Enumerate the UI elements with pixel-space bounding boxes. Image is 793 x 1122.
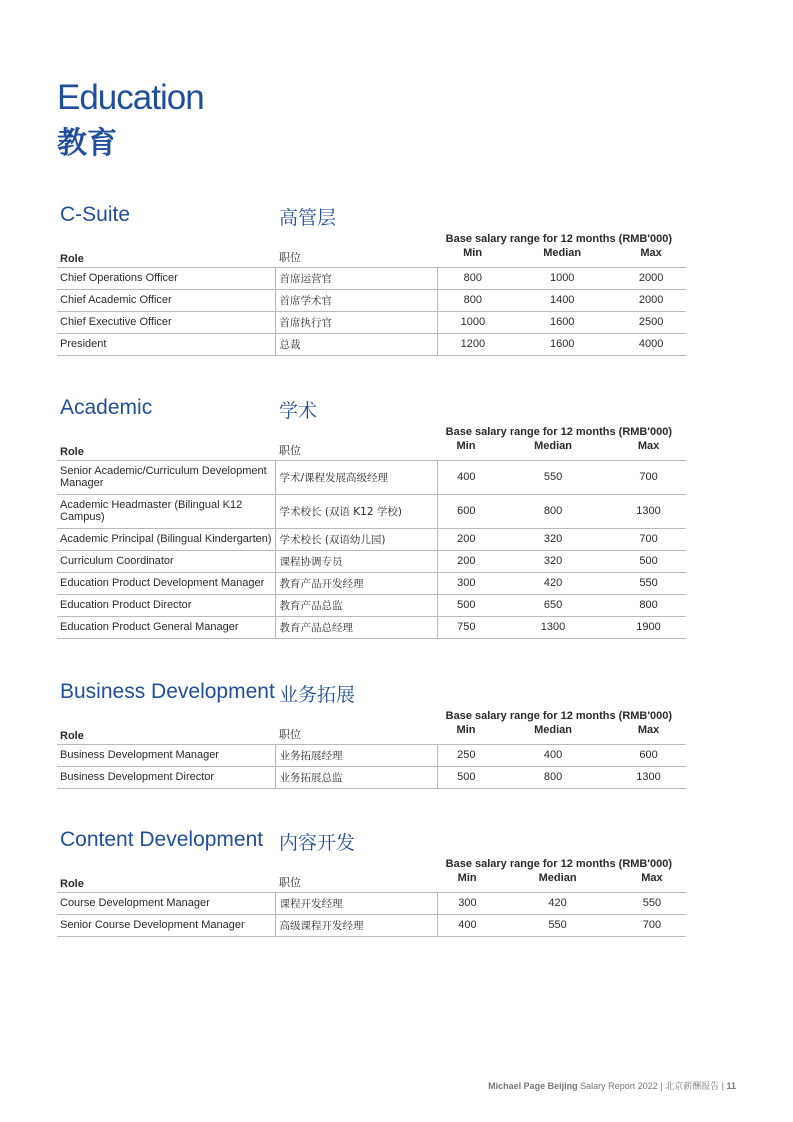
median-cell: 650 bbox=[495, 594, 611, 616]
min-cell: 400 bbox=[437, 914, 497, 936]
min-cell: 600 bbox=[437, 494, 495, 528]
section-title-chinese: 学术 bbox=[279, 400, 318, 422]
section-title: Business Development bbox=[60, 680, 275, 703]
section-title: C-Suite bbox=[60, 203, 131, 226]
salary-table bbox=[57, 872, 686, 937]
footer-separator: | bbox=[660, 1081, 663, 1091]
median-cell: 800 bbox=[495, 494, 611, 528]
min-cell: 400 bbox=[437, 460, 495, 494]
salary-range-label: Base salary range for 12 months (RMB'000) bbox=[445, 858, 672, 870]
max-cell: 2500 bbox=[616, 311, 686, 333]
table-row bbox=[57, 311, 686, 333]
median-cell: 1000 bbox=[508, 267, 616, 289]
role-chinese-cell: 总裁 bbox=[275, 333, 437, 355]
table-row bbox=[57, 572, 686, 594]
column-header-median: Median bbox=[534, 440, 572, 452]
page-title-chinese: 教育 bbox=[57, 126, 117, 161]
section-header bbox=[57, 680, 686, 710]
column-header-max: Max bbox=[641, 872, 663, 884]
table-row bbox=[57, 892, 686, 914]
page-title: Education bbox=[57, 78, 204, 117]
salary-range-label: Base salary range for 12 months (RMB'000) bbox=[445, 426, 672, 438]
salary-table bbox=[57, 247, 686, 356]
min-cell: 1000 bbox=[437, 311, 508, 333]
role-cell: Curriculum Coordinator bbox=[57, 550, 275, 572]
page-footer bbox=[488, 1079, 736, 1092]
role-cell: Chief Academic Officer bbox=[57, 289, 275, 311]
min-cell: 800 bbox=[437, 267, 508, 289]
table-row bbox=[57, 494, 686, 528]
column-header-role: Role bbox=[60, 445, 84, 458]
min-cell: 200 bbox=[437, 528, 495, 550]
table-row bbox=[57, 333, 686, 355]
column-header-role: Role bbox=[60, 877, 84, 890]
median-cell: 1400 bbox=[508, 289, 616, 311]
footer-report-title: Salary Report 2022 bbox=[580, 1081, 658, 1091]
column-header-min: Min bbox=[457, 872, 477, 884]
role-chinese-cell: 学术/课程发展高级经理 bbox=[275, 460, 437, 494]
table-row bbox=[57, 460, 686, 494]
section-header bbox=[57, 828, 686, 858]
median-cell: 800 bbox=[495, 766, 611, 788]
column-header-max: Max bbox=[637, 440, 660, 452]
role-chinese-cell: 教育产品总监 bbox=[275, 594, 437, 616]
table-row bbox=[57, 267, 686, 289]
role-chinese-cell: 首席运营官 bbox=[275, 267, 437, 289]
section-title: Academic bbox=[60, 396, 153, 419]
role-cell: Education Product Director bbox=[57, 594, 275, 616]
median-cell: 420 bbox=[497, 892, 618, 914]
role-cell: Chief Operations Officer bbox=[57, 267, 275, 289]
section-title-chinese: 高管层 bbox=[279, 207, 337, 229]
min-cell: 1200 bbox=[437, 333, 508, 355]
role-cell: Academic Principal (Bilingual Kindergarten) bbox=[57, 528, 275, 550]
salary-range-label: Base salary range for 12 months (RMB'000) bbox=[445, 710, 672, 722]
table-row bbox=[57, 594, 686, 616]
role-cell: Academic Headmaster (Bilingual K12 Campus) bbox=[57, 494, 275, 528]
column-header-role: Role bbox=[60, 729, 84, 742]
section-academic bbox=[57, 396, 686, 639]
table-row bbox=[57, 914, 686, 936]
table-header-row bbox=[57, 724, 686, 744]
role-chinese-cell: 课程开发经理 bbox=[275, 892, 437, 914]
role-chinese-cell: 业务拓展经理 bbox=[275, 744, 437, 766]
role-cell: Chief Executive Officer bbox=[57, 311, 275, 333]
column-header-min: Min bbox=[456, 440, 476, 452]
max-cell: 700 bbox=[611, 528, 686, 550]
table-row bbox=[57, 616, 686, 638]
role-chinese-cell: 教育产品开发经理 bbox=[275, 572, 437, 594]
table-row bbox=[57, 744, 686, 766]
max-cell: 550 bbox=[618, 892, 686, 914]
role-chinese-cell: 业务拓展总监 bbox=[275, 766, 437, 788]
median-cell: 420 bbox=[495, 572, 611, 594]
max-cell: 1300 bbox=[611, 766, 686, 788]
table-header-row bbox=[57, 247, 686, 267]
column-header-min: Min bbox=[463, 247, 483, 259]
role-cell: Senior Academic/Curriculum Development Manager bbox=[57, 460, 275, 494]
role-cell: Business Development Manager bbox=[57, 744, 275, 766]
footer-brand: Michael Page Beijing bbox=[488, 1081, 578, 1091]
max-cell: 550 bbox=[611, 572, 686, 594]
median-cell: 320 bbox=[495, 550, 611, 572]
median-cell: 1600 bbox=[508, 311, 616, 333]
section-business-development bbox=[57, 680, 686, 789]
role-chinese-cell: 首席学术官 bbox=[275, 289, 437, 311]
role-chinese-cell: 教育产品总经理 bbox=[275, 616, 437, 638]
role-cell: President bbox=[57, 333, 275, 355]
median-cell: 1600 bbox=[508, 333, 616, 355]
column-header-role-chinese: 职位 bbox=[279, 728, 301, 741]
section-header bbox=[57, 396, 686, 426]
section-header bbox=[57, 203, 686, 233]
max-cell: 500 bbox=[611, 550, 686, 572]
min-cell: 500 bbox=[437, 766, 495, 788]
column-header-median: Median bbox=[543, 247, 582, 259]
column-header-min: Min bbox=[456, 724, 476, 736]
role-chinese-cell: 课程协调专员 bbox=[275, 550, 437, 572]
role-chinese-cell: 学术校长 (双语幼儿园) bbox=[275, 528, 437, 550]
column-header-median: Median bbox=[538, 872, 577, 884]
column-header-role: Role bbox=[60, 252, 84, 265]
section-title: Content Development bbox=[60, 828, 264, 851]
salary-range-label: Base salary range for 12 months (RMB'000) bbox=[445, 233, 672, 245]
page-number: 11 bbox=[726, 1081, 736, 1091]
section-content-development bbox=[57, 828, 686, 937]
salary-table bbox=[57, 440, 686, 639]
section-title-chinese: 业务拓展 bbox=[279, 684, 356, 706]
max-cell: 700 bbox=[611, 460, 686, 494]
column-header-role-chinese: 职位 bbox=[279, 876, 301, 889]
column-header-median: Median bbox=[534, 724, 572, 736]
salary-table bbox=[57, 724, 686, 789]
table-row bbox=[57, 528, 686, 550]
median-cell: 320 bbox=[495, 528, 611, 550]
table-row bbox=[57, 766, 686, 788]
min-cell: 250 bbox=[437, 744, 495, 766]
column-header-max: Max bbox=[640, 247, 662, 259]
role-cell: Education Product Development Manager bbox=[57, 572, 275, 594]
role-chinese-cell: 学术校长 (双语 K12 学校) bbox=[275, 494, 437, 528]
table-row bbox=[57, 289, 686, 311]
max-cell: 4000 bbox=[616, 333, 686, 355]
min-cell: 500 bbox=[437, 594, 495, 616]
max-cell: 2000 bbox=[616, 289, 686, 311]
max-cell: 700 bbox=[618, 914, 686, 936]
median-cell: 400 bbox=[495, 744, 611, 766]
role-chinese-cell: 高级课程开发经理 bbox=[275, 914, 437, 936]
max-cell: 2000 bbox=[616, 267, 686, 289]
min-cell: 750 bbox=[437, 616, 495, 638]
role-cell: Course Development Manager bbox=[57, 892, 275, 914]
table-row bbox=[57, 550, 686, 572]
section-title-chinese: 内容开发 bbox=[279, 832, 356, 854]
max-cell: 600 bbox=[611, 744, 686, 766]
role-cell: Business Development Director bbox=[57, 766, 275, 788]
column-header-max: Max bbox=[637, 724, 660, 736]
role-cell: Senior Course Development Manager bbox=[57, 914, 275, 936]
role-chinese-cell: 首席执行官 bbox=[275, 311, 437, 333]
max-cell: 1300 bbox=[611, 494, 686, 528]
column-header-role-chinese: 职位 bbox=[279, 251, 301, 264]
footer-report-title-chinese: 北京薪酬报告 bbox=[665, 1082, 720, 1092]
section-c-suite bbox=[57, 203, 686, 356]
min-cell: 800 bbox=[437, 289, 508, 311]
min-cell: 300 bbox=[437, 572, 495, 594]
min-cell: 200 bbox=[437, 550, 495, 572]
median-cell: 550 bbox=[497, 914, 618, 936]
column-header-role-chinese: 职位 bbox=[279, 444, 301, 457]
max-cell: 1900 bbox=[611, 616, 686, 638]
table-header-row bbox=[57, 440, 686, 460]
role-cell: Education Product General Manager bbox=[57, 616, 275, 638]
table-header-row bbox=[57, 872, 686, 892]
max-cell: 800 bbox=[611, 594, 686, 616]
min-cell: 300 bbox=[437, 892, 497, 914]
median-cell: 1300 bbox=[495, 616, 611, 638]
median-cell: 550 bbox=[495, 460, 611, 494]
footer-separator: | bbox=[721, 1081, 724, 1091]
